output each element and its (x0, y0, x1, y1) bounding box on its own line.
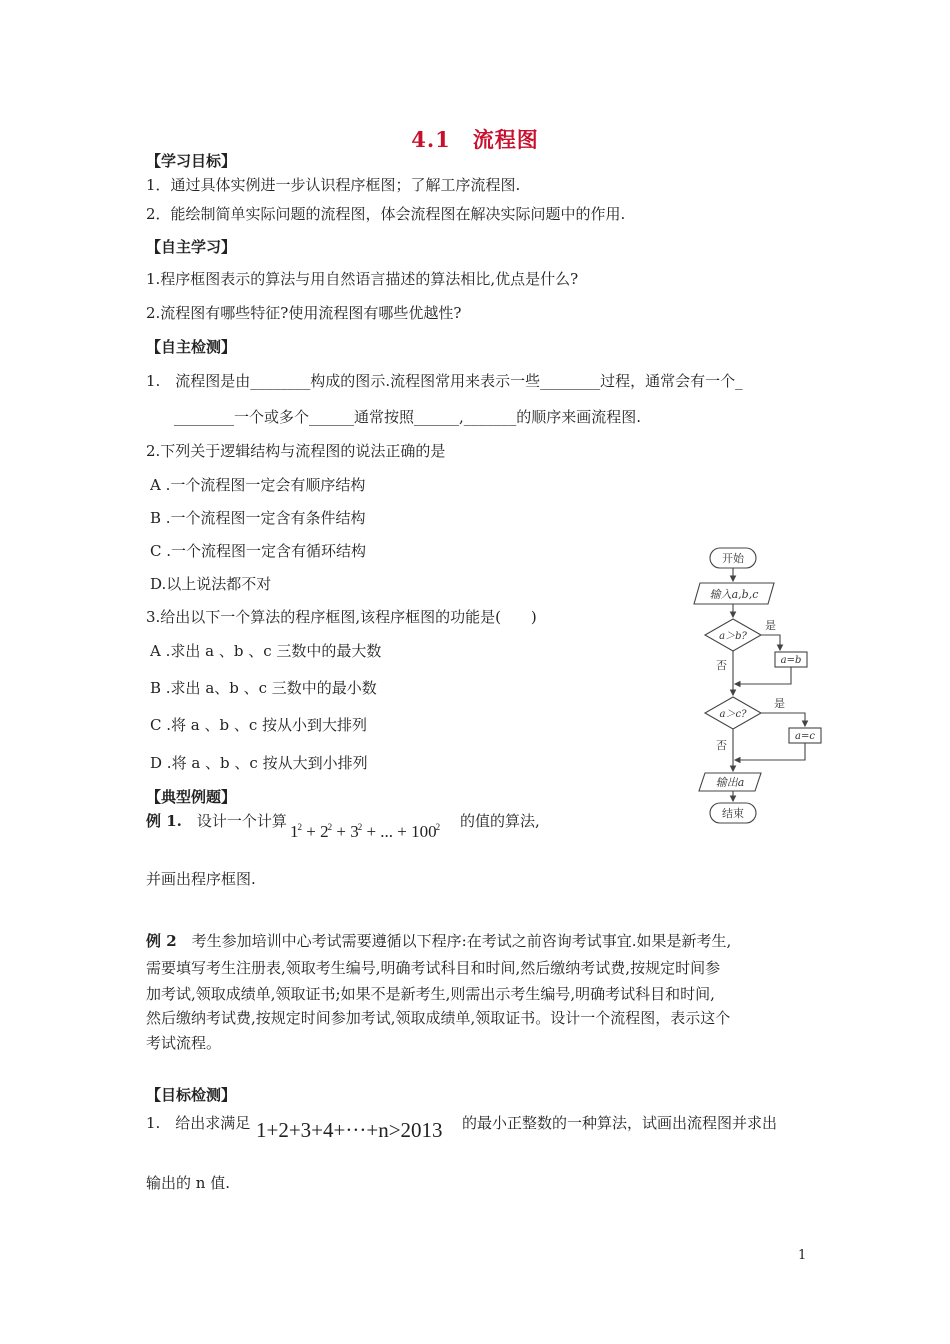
formula-exp-4: 2 (435, 822, 441, 832)
page-title: 4.1 流程图 (411, 127, 539, 152)
target-check-q1-line2: 输出的 n 值. (146, 1174, 230, 1192)
flowchart-start-label: 开始 (722, 552, 744, 565)
flowchart-no2-label: 否 (716, 739, 727, 752)
goal-item-1: 1．通过具体实例进一步认识程序框图；了解工序流程图. (146, 176, 521, 194)
example-2-line1 (146, 930, 731, 951)
self-check-q1-line2: ________一个或多个______通常按照______,_______的顺序来画流程图. (174, 408, 642, 426)
self-check-q1-line1: 1. 流程图是由________构成的图示.流程图常用来表示一些________过程，通常会有一个_ (146, 372, 743, 390)
q2-option-c: C .一个流程图一定含有循环结构 (150, 542, 367, 560)
section-self-check-heading: 【自主检测】 (146, 338, 237, 356)
section-self-study-heading: 【自主学习】 (146, 238, 237, 256)
formula-term-1: 1 (290, 822, 299, 841)
self-study-q1: 1.程序框图表示的算法与用自然语言描述的算法相比,优点是什么? (146, 270, 579, 288)
q3-option-c: C .将 a 、b 、c 按从小到大排列 (150, 716, 368, 734)
formula-plus-3: + (366, 822, 377, 841)
example-1-line2: 并画出程序框图. (146, 870, 256, 888)
flowchart-end-label: 结束 (722, 807, 744, 820)
q2-option-d: D.以上说法都不对 (150, 575, 272, 593)
q2-option-a: A .一个流程图一定会有顺序结构 (150, 476, 366, 494)
target-check-q1-after: 的最小正整数的一种算法，试画出流程图并求出 (462, 1114, 778, 1132)
example-2-line2: 需要填写考生注册表,领取考生编号,明确考试科目和时间,然后缴纳考试费,按规定时间参 (146, 959, 721, 977)
q3-option-a: A .求出 a 、b 、c 三数中的最大数 (150, 642, 382, 660)
formula-term-3: 3 (350, 822, 359, 841)
section-target-check-heading: 【目标检测】 (146, 1086, 237, 1104)
formula-exp-3: 2 (357, 822, 363, 832)
formula-ellipsis: ... (380, 822, 394, 841)
flowchart-cond1-label: a＞b? (719, 631, 747, 642)
example-2-text-1: 考生参加培训中心考试需要遵循以下程序:在考试之前咨询考试事宜.如果是新考生, (176, 932, 732, 950)
section-goals-heading: 【学习目标】 (146, 152, 237, 170)
example-1-line1 (146, 810, 287, 831)
example-1-label: 例 1. (146, 812, 182, 830)
flowchart-output-label: 输出a (715, 776, 745, 789)
example-2-line3: 加考试,领取成绩单,领取证书;如果不是新考生,则需出示考生编号,明确考试科目和时间, (146, 985, 715, 1003)
q3-option-b: B .求出 a、b 、c 三数中的最小数 (150, 679, 377, 697)
flowchart-yes1-label: 是 (765, 619, 776, 632)
example-1-text-after: 的值的算法, (460, 812, 540, 830)
example-1-formula (290, 822, 440, 842)
q3-option-d: D .将 a 、b 、c 按从大到小排列 (150, 754, 368, 772)
target-check-q1-before: 1. 给出求满足 (146, 1114, 251, 1132)
formula-term-4: 100 (411, 822, 437, 841)
flowchart-assign1-label: a=b (780, 655, 802, 666)
example-1-text-before: 设计一个计算 (181, 812, 287, 830)
example-2-line5: 考试流程。 (146, 1034, 222, 1052)
self-check-q2: 2.下列关于逻辑结构与流程图的说法正确的是 (146, 442, 446, 460)
flowchart-assign2-label: a=c (795, 731, 815, 742)
example-2-line4: 然后缴纳考试费,按规定时间参加考试,领取成绩单,领取证书。设计一个流程图，表示这个 (146, 1009, 731, 1027)
q2-option-b: B .一个流程图一定含有条件结构 (150, 509, 366, 527)
formula-plus-1: + (306, 822, 316, 841)
flowchart-input-label: 输入a,b,c (709, 588, 759, 601)
section-examples-heading: 【典型例题】 (146, 788, 237, 806)
formula-exp-2: 2 (327, 822, 333, 832)
self-study-q2: 2.流程图有哪些特征?使用流程图有哪些优越性? (146, 304, 462, 322)
self-check-q3: 3.给出以下一个算法的程序框图,该程序框图的功能是( ) (146, 608, 537, 626)
example-2-label: 例 2 (146, 932, 177, 950)
flowchart-yes2-label: 是 (774, 697, 785, 710)
page-number: 1 (798, 1248, 807, 1263)
target-check-q1-formula: 1+2+3+4+···+n>2013 (256, 1118, 443, 1142)
flowchart-no1-label: 否 (716, 659, 727, 672)
formula-plus-4: + (397, 822, 407, 841)
formula-plus-2: + (336, 822, 346, 841)
goal-item-2: 2．能绘制简单实际问题的流程图，体会流程图在解决实际问题中的作用. (146, 205, 626, 223)
formula-term-2: 2 (320, 822, 329, 841)
formula-exp-1: 2 (297, 822, 302, 832)
flowchart-diagram (688, 540, 828, 830)
flowchart-cond2-label: a＞c? (719, 709, 747, 720)
